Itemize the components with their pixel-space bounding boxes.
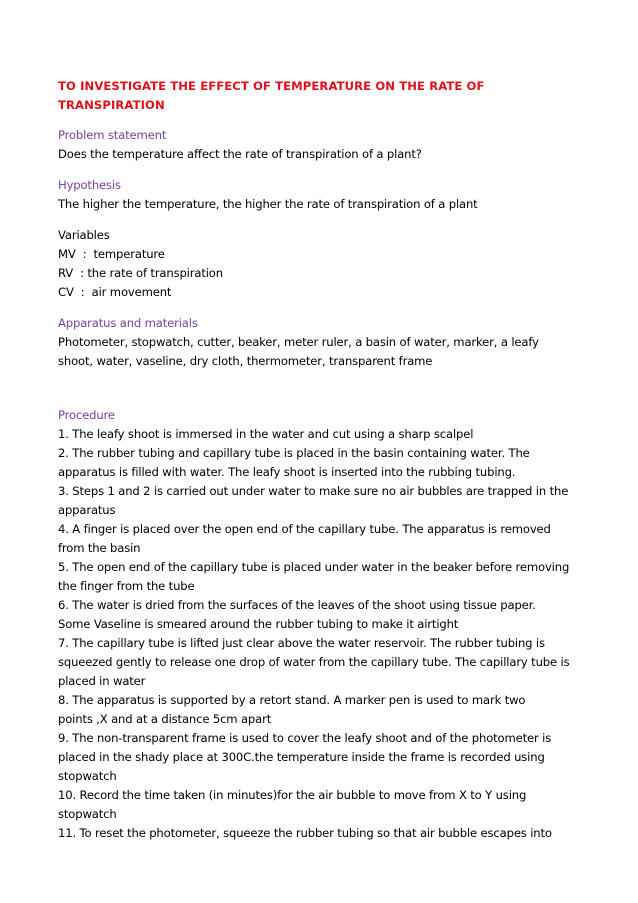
document-page <box>58 74 598 843</box>
problem-statement-section <box>58 126 598 164</box>
procedure-line: the finger from the tube <box>58 579 195 593</box>
procedure-line: 9. The non-transparent frame is used to cover the leafy shoot and of the photometer is <box>58 731 552 745</box>
hypothesis-section <box>58 176 598 214</box>
problem-statement-text: Does the temperature affect the rate of transpiration of a plant? <box>58 147 422 161</box>
hypothesis-heading: Hypothesis <box>58 178 121 192</box>
procedure-section <box>58 406 598 843</box>
procedure-line: placed in water <box>58 674 146 688</box>
variable-cv: CV : air movement <box>58 285 172 299</box>
procedure-line: 6. The water is dried from the surfaces of the leaves of the shoot using tissue paper. <box>58 598 536 612</box>
title-line-1: TO INVESTIGATE THE EFFECT OF TEMPERATURE ON THE RATE OF <box>58 79 485 93</box>
procedure-line: from the basin <box>58 541 141 555</box>
procedure-line: apparatus <box>58 503 116 517</box>
variable-mv: MV : temperature <box>58 247 165 261</box>
procedure-line: 5. The open end of the capillary tube is placed under water in the beaker before removing <box>58 560 570 574</box>
procedure-line: Some Vaseline is smeared around the rubber tubing to make it airtight <box>58 617 459 631</box>
procedure-line: 11. To reset the photometer, squeeze the rubber tubing so that air bubble escapes into <box>58 826 552 840</box>
procedure-line: placed in the shady place at 300C.the temperature inside the frame is recorded using <box>58 750 545 764</box>
problem-statement-heading: Problem statement <box>58 128 167 142</box>
apparatus-line: Photometer, stopwatch, cutter, beaker, meter ruler, a basin of water, marker, a leafy <box>58 335 539 349</box>
procedure-line: 10. Record the time taken (in minutes)for the air bubble to move from X to Y using <box>58 788 527 802</box>
document-title <box>58 77 598 115</box>
procedure-line: stopwatch <box>58 807 117 821</box>
variables-heading: Variables <box>58 228 110 242</box>
variables-section <box>58 226 598 302</box>
procedure-line: 1. The leafy shoot is immersed in the water and cut using a sharp scalpel <box>58 427 474 441</box>
title-line-2: TRANSPIRATION <box>58 98 165 112</box>
procedure-line: stopwatch <box>58 769 117 783</box>
apparatus-line: shoot, water, vaseline, dry cloth, thermometer, transparent frame <box>58 354 433 368</box>
hypothesis-text: The higher the temperature, the higher the rate of transpiration of a plant <box>58 197 478 211</box>
procedure-line: 7. The capillary tube is lifted just clear above the water reservoir. The rubber tubing is <box>58 636 545 650</box>
procedure-line: apparatus is filled with water. The leafy shoot is inserted into the rubbing tubing. <box>58 465 516 479</box>
procedure-line: 8. The apparatus is supported by a retort stand. A marker pen is used to mark two <box>58 693 526 707</box>
variable-rv: RV : the rate of transpiration <box>58 266 223 280</box>
procedure-line: squeezed gently to release one drop of water from the capillary tube. The capillary tube is <box>58 655 570 669</box>
procedure-line: 2. The rubber tubing and capillary tube is placed in the basin containing water. The <box>58 446 530 460</box>
apparatus-section <box>58 314 598 371</box>
procedure-line: 3. Steps 1 and 2 is carried out under water to make sure no air bubbles are trapped in the <box>58 484 569 498</box>
procedure-line: points ,X and at a distance 5cm apart <box>58 712 272 726</box>
procedure-line: 4. A finger is placed over the open end of the capillary tube. The apparatus is removed <box>58 522 551 536</box>
procedure-heading: Procedure <box>58 408 115 422</box>
apparatus-heading: Apparatus and materials <box>58 316 198 330</box>
